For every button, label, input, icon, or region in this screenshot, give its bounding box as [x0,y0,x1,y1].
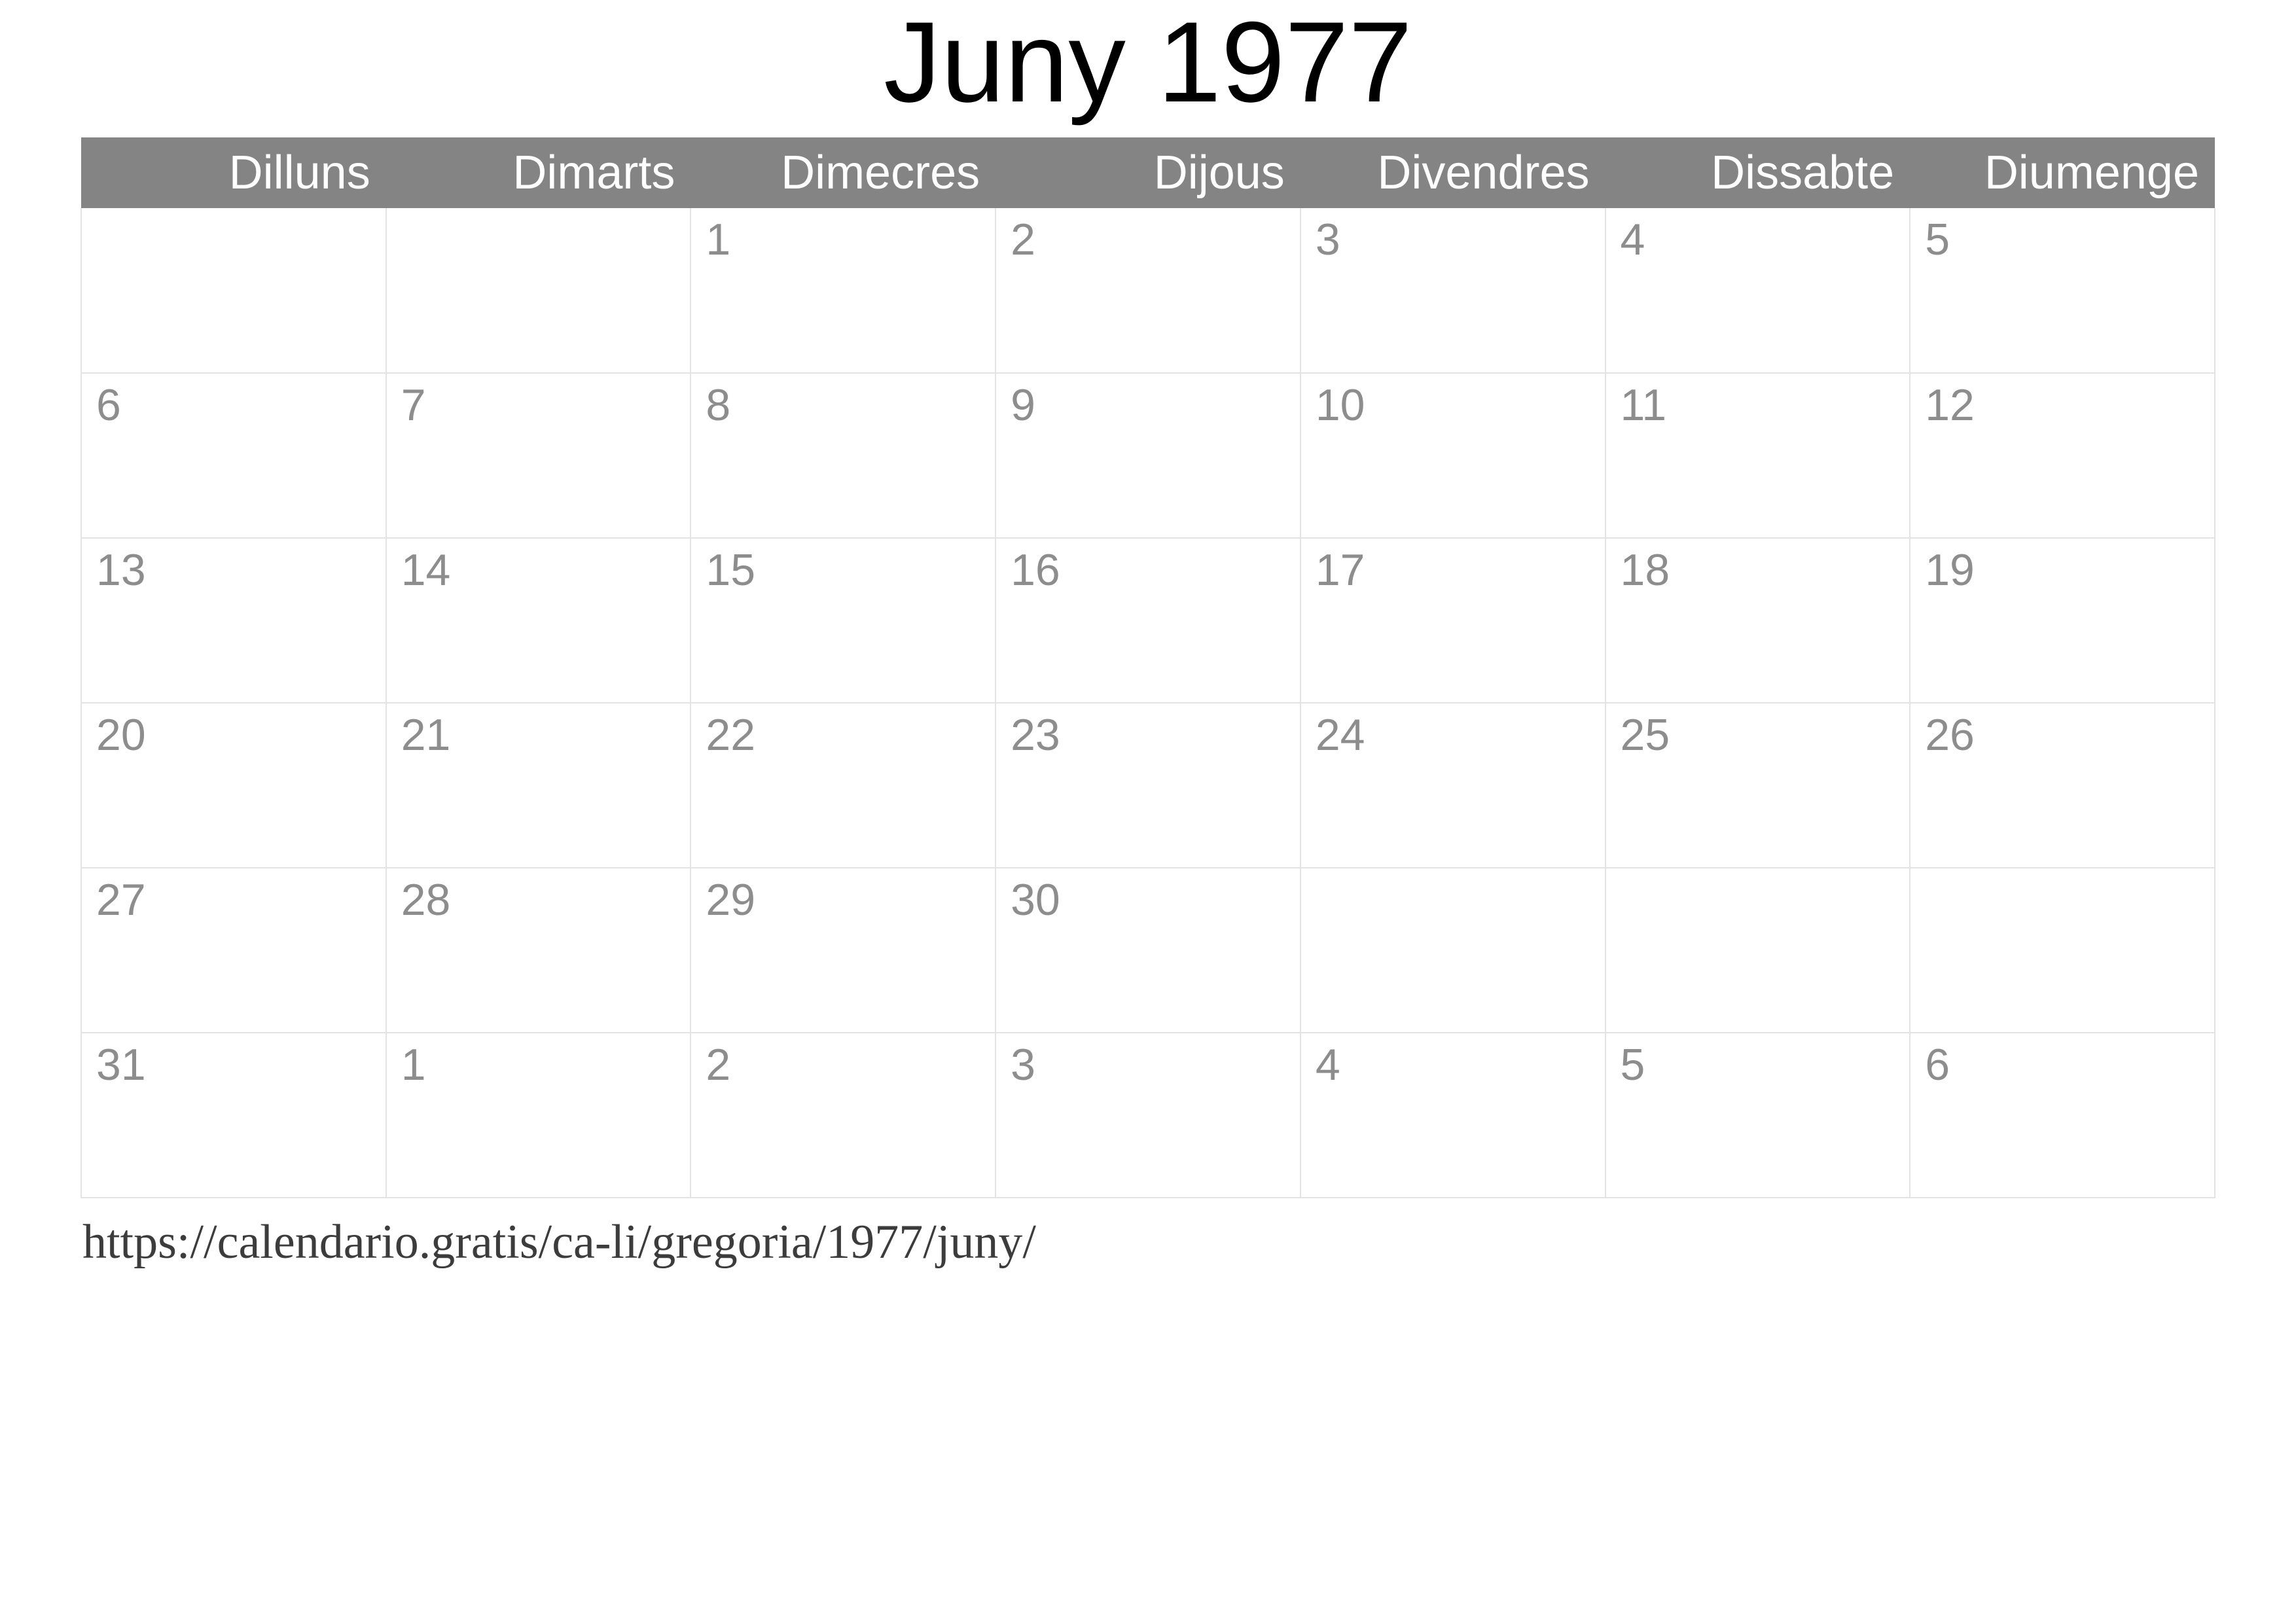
day-cell: 19 [1910,538,2215,703]
day-cell: 2 [691,1033,996,1198]
day-cell: 20 [81,703,386,868]
day-cell [1300,868,1605,1033]
day-cell: 27 [81,868,386,1033]
day-cell [1910,868,2215,1033]
weekday-header-saturday: Dissabte [1605,137,1910,208]
day-cell: 3 [1300,208,1605,373]
weekday-header-thursday: Dijous [996,137,1300,208]
week-row [81,373,2215,538]
page-title: Juny 1977 [884,0,1412,126]
week-row [81,208,2215,373]
day-cell: 5 [1910,208,2215,373]
weekday-header-monday: Dilluns [81,137,386,208]
day-cell: 18 [1605,538,1910,703]
month-calendar-table [81,137,2215,1198]
day-cell: 12 [1910,373,2215,538]
day-cell: 2 [996,208,1300,373]
week-row-next-month [81,1033,2215,1198]
day-cell: 22 [691,703,996,868]
day-cell: 17 [1300,538,1605,703]
calendar-container [81,120,2215,1198]
day-cell: 30 [996,868,1300,1033]
week-row [81,868,2215,1033]
day-cell: 6 [81,373,386,538]
day-cell: 28 [386,868,691,1033]
day-cell: 16 [996,538,1300,703]
calendar-body [81,208,2215,1198]
weekday-header-row [81,137,2215,208]
day-cell: 15 [691,538,996,703]
day-cell [386,208,691,373]
day-cell: 26 [1910,703,2215,868]
week-row [81,538,2215,703]
day-cell: 10 [1300,373,1605,538]
day-cell [81,208,386,373]
source-url[interactable] [79,1198,2217,1269]
day-cell: 11 [1605,373,1910,538]
week-row [81,703,2215,868]
day-cell: 24 [1300,703,1605,868]
day-cell: 4 [1605,208,1910,373]
day-cell: 13 [81,538,386,703]
calendar-head [81,137,2215,208]
source-url-link[interactable]: https://calendario.gratis/ca-li/gregoria/1977/juny/ [82,1215,1036,1269]
day-cell: 1 [691,208,996,373]
day-cell: 31 [81,1033,386,1198]
weekday-header-friday: Divendres [1300,137,1605,208]
weekday-header-wednesday: Dimecres [691,137,996,208]
day-cell: 5 [1605,1033,1910,1198]
day-cell: 14 [386,538,691,703]
day-cell: 9 [996,373,1300,538]
day-cell: 8 [691,373,996,538]
day-cell [1605,868,1910,1033]
day-cell: 1 [386,1033,691,1198]
day-cell: 6 [1910,1033,2215,1198]
day-cell: 3 [996,1033,1300,1198]
day-cell: 25 [1605,703,1910,868]
day-cell: 21 [386,703,691,868]
day-cell: 7 [386,373,691,538]
day-cell: 29 [691,868,996,1033]
weekday-header-tuesday: Dimarts [386,137,691,208]
day-cell: 23 [996,703,1300,868]
weekday-header-sunday: Diumenge [1910,137,2215,208]
day-cell: 4 [1300,1033,1605,1198]
